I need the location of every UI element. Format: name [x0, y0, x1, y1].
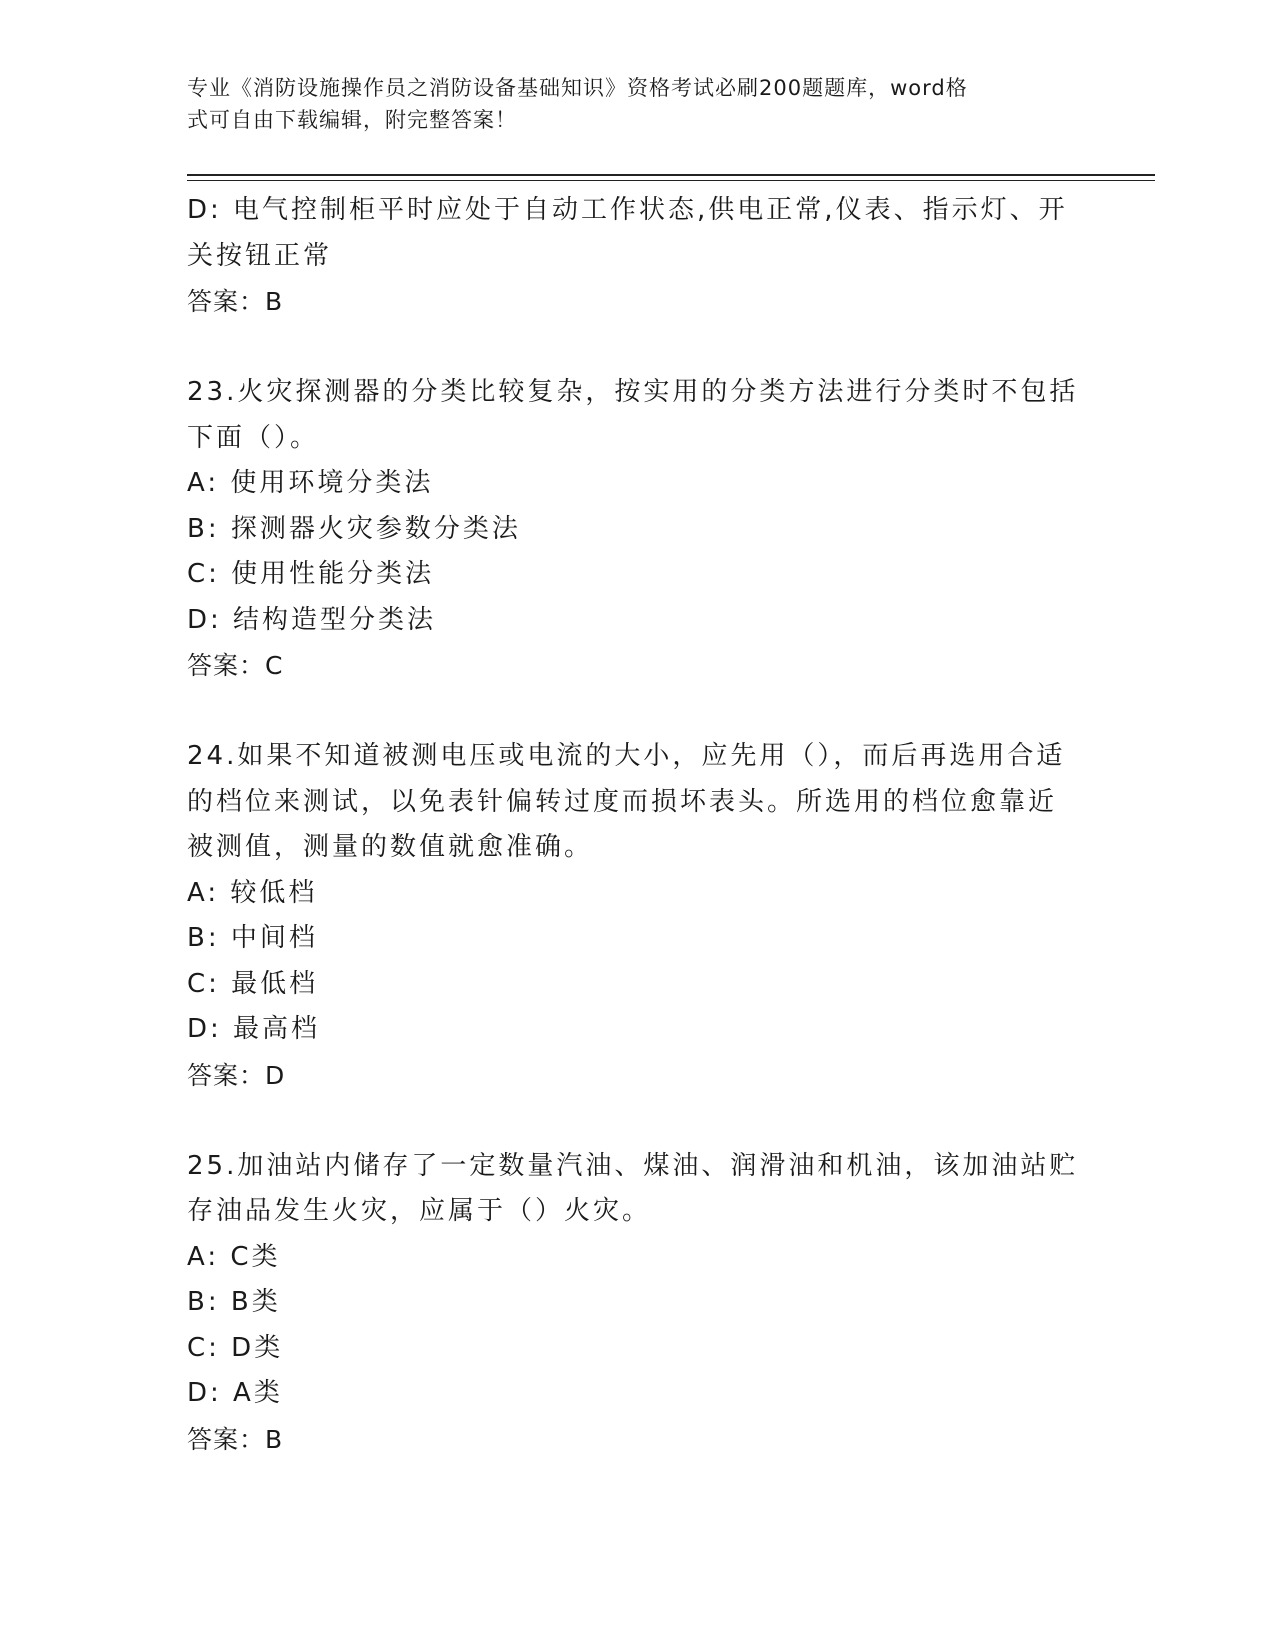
option-d-continued: 关按钮正常: [187, 240, 333, 271]
question-content: [187, 188, 1087, 1462]
question-stem: 25.加油站内储存了一定数量汽油、煤油、润滑油和机油，该加油站贮: [187, 1150, 1079, 1181]
option-c: C: D类: [187, 1332, 284, 1363]
header-rule-thin: [187, 180, 1155, 181]
page-header: [187, 72, 1067, 136]
question-stem-continued: 被测值，测量的数值就愈准确。: [187, 832, 594, 862]
header-title-line-2: 式可自由下载编辑，附完整答案！: [187, 108, 517, 132]
question-24: [187, 734, 1087, 1098]
answer-line: 答案：B: [187, 1424, 284, 1454]
question-stem-continued: 下面（）。: [187, 422, 320, 453]
question-25: [187, 1144, 1087, 1463]
header-rule-thick: [187, 174, 1155, 176]
option-c: C: 使用性能分类法: [187, 559, 435, 589]
question-stem: 23.火灾探测器的分类比较复杂，按实用的分类方法进行分类时不包括: [187, 377, 1079, 407]
spacer: [187, 325, 1087, 371]
question-stem: 24.如果不知道被测电压或电流的大小，应先用（），而后再选用合适: [187, 741, 1066, 771]
question-23: [187, 370, 1087, 689]
option-a: A: 使用环境分类法: [187, 468, 434, 498]
question-stem-continued: 存油品发生火灾，应属于（）火灾。: [187, 1196, 652, 1226]
header-title-line-1: 专业《消防设施操作员之消防设备基础知识》资格考试必刷200题题库，word格: [187, 76, 968, 100]
option-a: A: 较低档: [187, 877, 318, 908]
option-c: C: 最低档: [187, 968, 319, 999]
option-d: D: 最高档: [187, 1014, 321, 1044]
option-b: B: 中间档: [187, 923, 318, 953]
option-d: D: 结构造型分类法: [187, 604, 437, 635]
answer-line: 答案：D: [187, 1060, 286, 1090]
answer-line: 答案：C: [187, 651, 284, 680]
spacer: [187, 689, 1087, 735]
option-a: A: C类: [187, 1241, 281, 1272]
spacer: [187, 1098, 1087, 1144]
option-b: B: B类: [187, 1287, 281, 1317]
question-stem-continued: 的档位来测试，以免表针偏转过度而损坏表头。所选用的档位愈靠近: [187, 786, 1058, 817]
option-d: D: A类: [187, 1378, 283, 1408]
prev-question-tail: [187, 188, 1087, 325]
option-d: D: 电气控制柜平时应处于自动工作状态,供电正常,仪表、指示灯、开: [187, 195, 1068, 225]
option-b: B: 探测器火灾参数分类法: [187, 513, 521, 544]
answer-line: 答案：B: [187, 287, 284, 316]
